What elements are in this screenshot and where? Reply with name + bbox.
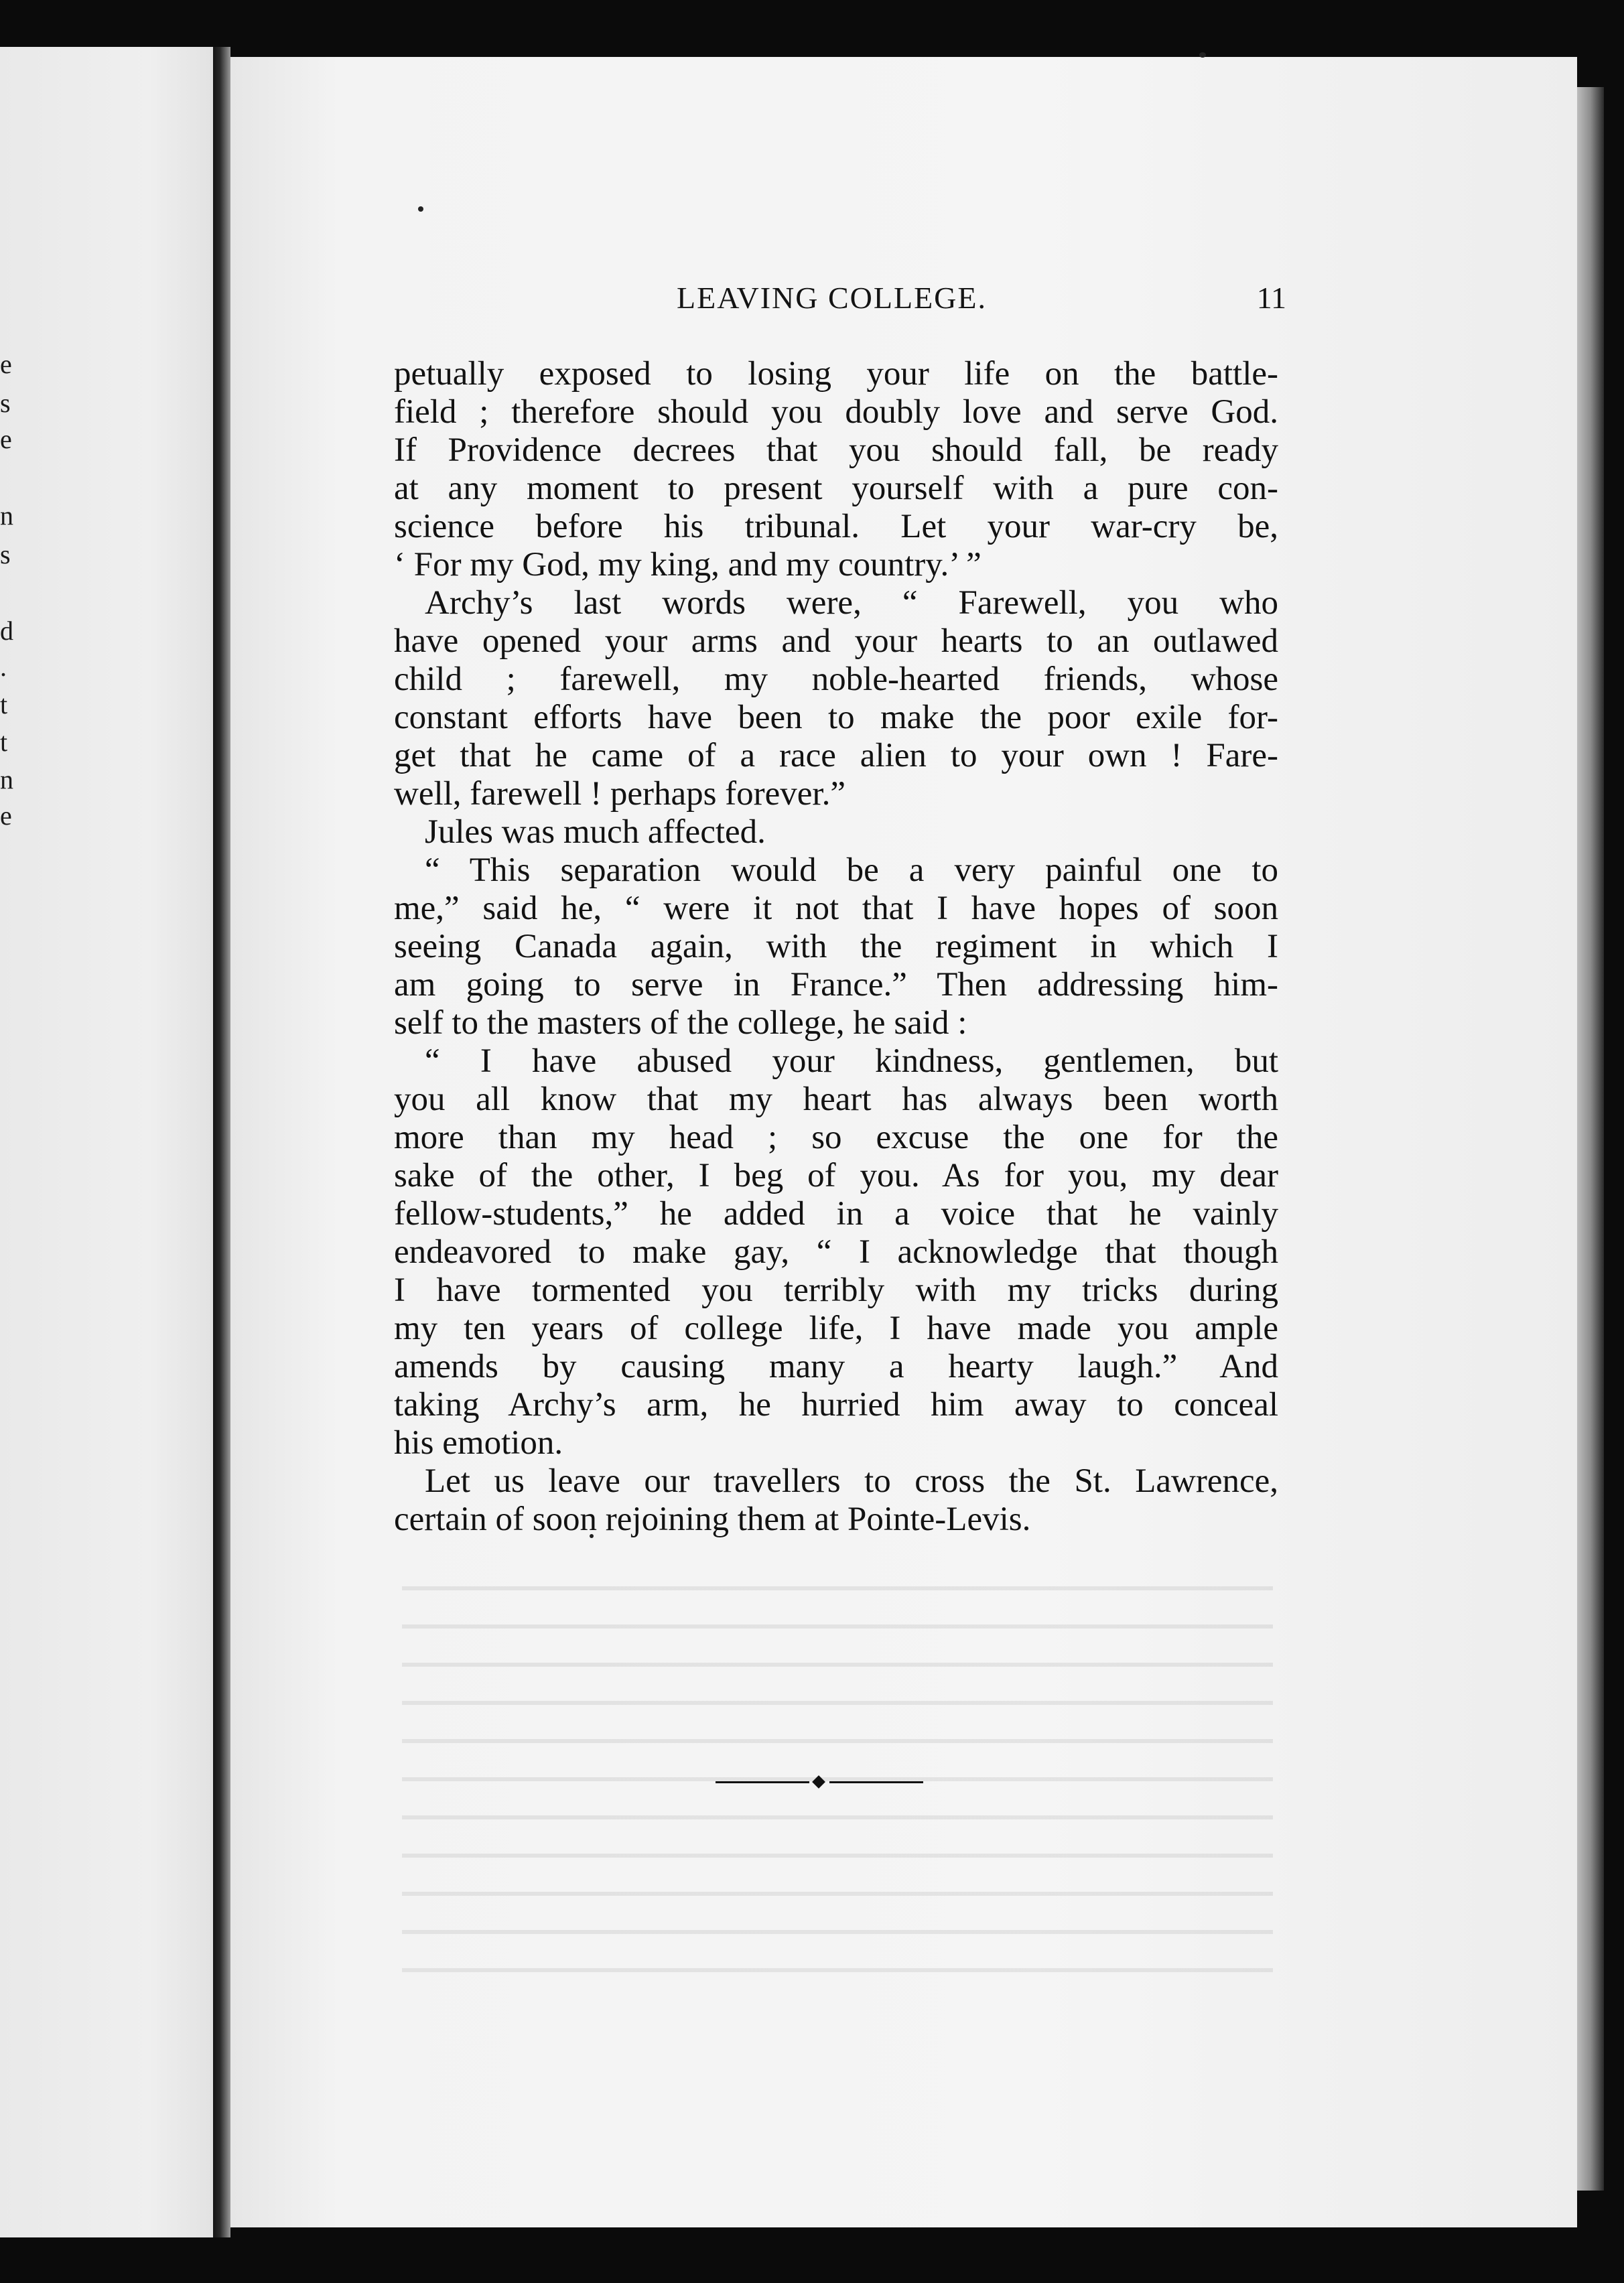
ornament-rule-left xyxy=(716,1781,809,1783)
text-line: If Providence decrees that you should fall, be ready xyxy=(394,431,1278,469)
text-line: petually exposed to losing your life on the battle- xyxy=(394,355,1278,393)
margin-fragment: t xyxy=(0,727,8,757)
ornament-diamond xyxy=(812,1775,825,1789)
text-line: science before his tribunal. Let your war-cry be, xyxy=(394,508,1278,545)
text-line: self to the masters of the college, he said : xyxy=(394,1004,967,1042)
text-line: am going to serve in France.” Then addressing him- xyxy=(394,966,1278,1004)
running-head: LEAVING COLLEGE. xyxy=(677,281,987,315)
text-line: get that he came of a race alien to your own ! Fare- xyxy=(394,737,1278,774)
margin-fragment: s xyxy=(0,539,11,569)
text-line: my ten years of college life, I have made you ample xyxy=(394,1310,1278,1347)
text-line: well, farewell ! perhaps forever.” xyxy=(394,775,845,813)
text-line: at any moment to present yourself with a pure con- xyxy=(394,470,1278,507)
text-line: endeavored to make gay, “ I acknowledge that though xyxy=(394,1233,1278,1271)
end-ornament-rule xyxy=(716,1775,923,1789)
text-line: his emotion. xyxy=(394,1424,563,1462)
text-line: ‘ For my God, my king, and my country.’ ” xyxy=(394,546,982,583)
ornament-rule-right xyxy=(829,1781,923,1783)
margin-fragment: t xyxy=(0,689,8,719)
paper-speck xyxy=(1199,52,1206,58)
margin-fragment: d xyxy=(0,616,13,646)
margin-fragment: e xyxy=(0,424,12,454)
text-line: sake of the other, I beg of you. As for you, my dear xyxy=(394,1157,1278,1194)
margin-fragment: s xyxy=(0,388,11,418)
text-line: I have tormented you terribly with my tricks during xyxy=(394,1271,1278,1309)
text-line: field ; therefore should you doubly love and serve God. xyxy=(394,393,1278,431)
text-line: “ I have abused your kindness, gentlemen, but xyxy=(425,1042,1278,1080)
left-facing-page xyxy=(0,47,213,2237)
page-number: 11 xyxy=(1256,281,1286,315)
paper-speck xyxy=(418,206,423,212)
text-line: constant efforts have been to make the poor exile for- xyxy=(394,699,1278,736)
text-line: have opened your arms and your hearts to an outlawed xyxy=(394,622,1278,660)
left-page-margin-fragments xyxy=(0,47,16,2237)
page-edge-shadow xyxy=(1577,87,1604,2191)
margin-fragment: . xyxy=(0,652,7,682)
text-line: child ; farewell, my noble-hearted friends, whose xyxy=(394,661,1278,698)
text-line: fellow-students,” he added in a voice that he vainly xyxy=(394,1195,1278,1233)
margin-fragment: e xyxy=(0,349,12,379)
body-text xyxy=(394,355,1278,1539)
text-line: more than my head ; so excuse the one for the xyxy=(394,1119,1278,1156)
margin-fragment: n xyxy=(0,764,13,794)
page-header xyxy=(395,280,1286,327)
text-line: you all know that my heart has always been worth xyxy=(394,1081,1278,1118)
text-line: Jules was much affected. xyxy=(425,813,766,851)
margin-fragment: n xyxy=(0,500,13,531)
text-line: Archy’s last words were, “ Farewell, you who xyxy=(425,584,1278,622)
text-line: taking Archy’s arm, he hurried him away to conceal xyxy=(394,1386,1278,1424)
text-line: seeing Canada again, with the regiment in which I xyxy=(394,928,1278,965)
text-line: amends by causing many a hearty laugh.” And xyxy=(394,1348,1278,1385)
text-line: me,” said he, “ were it not that I have hopes of soon xyxy=(394,890,1278,927)
text-line: “ This separation would be a very painful one to xyxy=(425,851,1278,889)
bleed-through-text xyxy=(402,1561,1273,1976)
margin-fragment: e xyxy=(0,801,12,831)
book-gutter xyxy=(213,47,230,2237)
text-line: certain of soon rejoining them at Pointe-Levis. xyxy=(394,1501,1031,1538)
text-line: Let us leave our travellers to cross the St. Lawrence, xyxy=(425,1462,1278,1500)
